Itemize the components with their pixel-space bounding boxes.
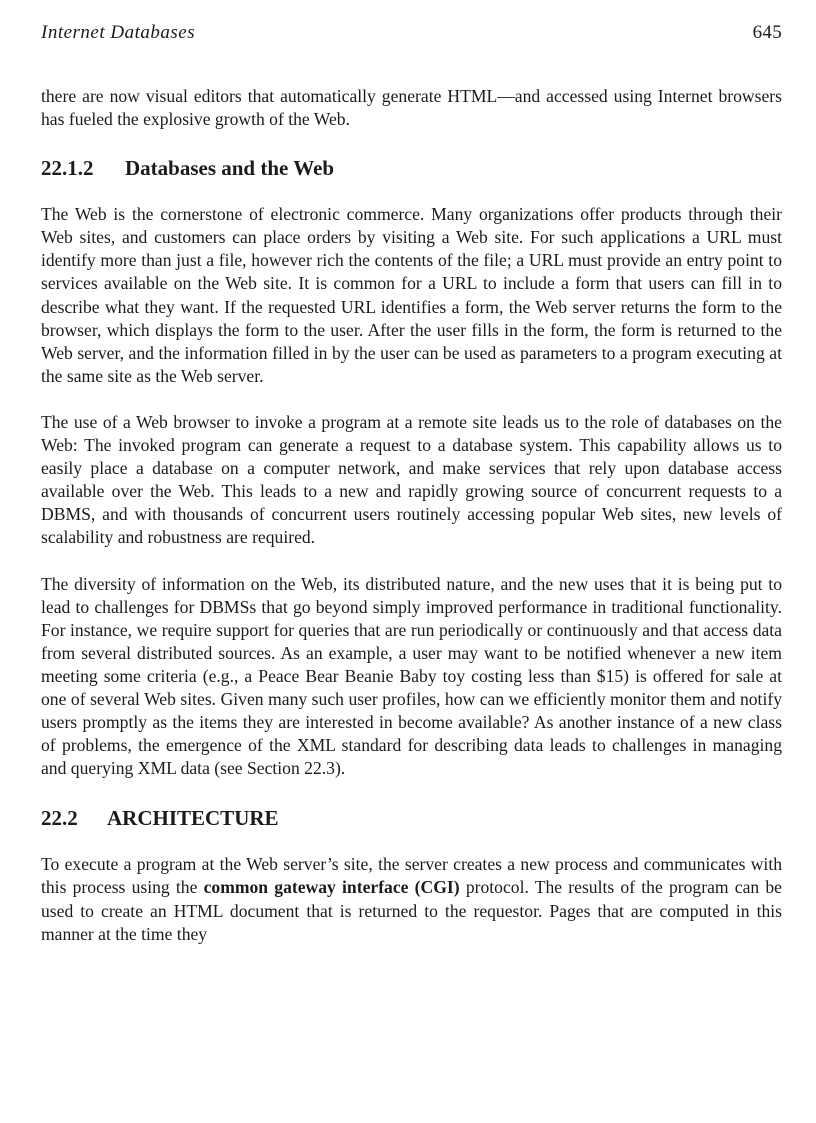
paragraph-databases-on-web: The use of a Web browser to invoke a program at a remote site leads us to the role of databases on the Web: The invoked program can generate a request to a database system. This capability allows us to easily place a database on a computer network, and make services that rely upon database access available over the Web. This leads to a new and rapidly growing source of concurrent requests to a DBMS, and with thousands of concurrent users routinely accessing popular Web sites, new levels of scalability and robustness are required. (41, 411, 782, 548)
cgi-term: common gateway interface (CGI) (203, 877, 460, 898)
running-header (41, 22, 782, 48)
section-number: 22.2 (41, 806, 78, 831)
section-title: ARCHITECTURE (107, 806, 279, 831)
section-title: Databases and the Web (125, 156, 335, 181)
paragraph-diversity: The diversity of information on the Web, its distributed nature, and the new uses that it is being put to lead to challenges for DBMSs that go beyond simply improved performance in traditional functionality. For instance, we require support for queries that are run periodically or continuously and that access data from several distributed sources. As an example, a user may want to be notified whenever a new item meeting some criteria (e.g., a Peace Bear Beanie Baby toy costing less than $15) is offered for sale at one of several Web sites. Given many such user profiles, how can we efficiently monitor them and notify users promptly as the items they are interested in become available? As another instance of a new class of problems, the emergence of the XML standard for describing data leads to challenges in managing and querying XML data (see Section 22.3). (41, 573, 782, 779)
paragraph-text-after: protocol. The results of the program can be used to create an HTML document that is returned to the requestor. Pages that are computed in this manner at the time they (41, 877, 782, 944)
running-header-title: Internet Databases (41, 22, 196, 43)
section-number: 22.1.2 (41, 156, 94, 181)
section-heading-22-2 (41, 805, 782, 831)
paragraph-ecommerce: The Web is the cornerstone of electronic commerce. Many organizations offer products through their Web sites, and customers can place orders by visiting a Web site. For such applications a URL must identify more than just a file, however rich the contents of the file; a URL must provide an entry point to services available on the Web site. It is common for a URL to include a form that users can fill in to describe what they want. If the requested URL identifies a form, the Web server returns the form to the browser, which displays the form to the user. After the user fills in the form, the form is returned to the Web server, and the information filled in by the user can be used as parameters to a program executing at the same site as the Web server. (41, 204, 782, 386)
section-heading-22-1-2 (41, 155, 782, 181)
intro-paragraph: there are now visual editors that automatically generate HTML—and accessed using Internet browsers has fueled the explosive growth of the Web. (41, 86, 782, 130)
document-page (41, 22, 782, 946)
paragraph-text-before: To execute a program at the Web server’s site, the server creates a new process and communicates with this process using the (41, 854, 782, 898)
paragraph-architecture (41, 853, 782, 945)
page-number: 645 (752, 22, 782, 43)
